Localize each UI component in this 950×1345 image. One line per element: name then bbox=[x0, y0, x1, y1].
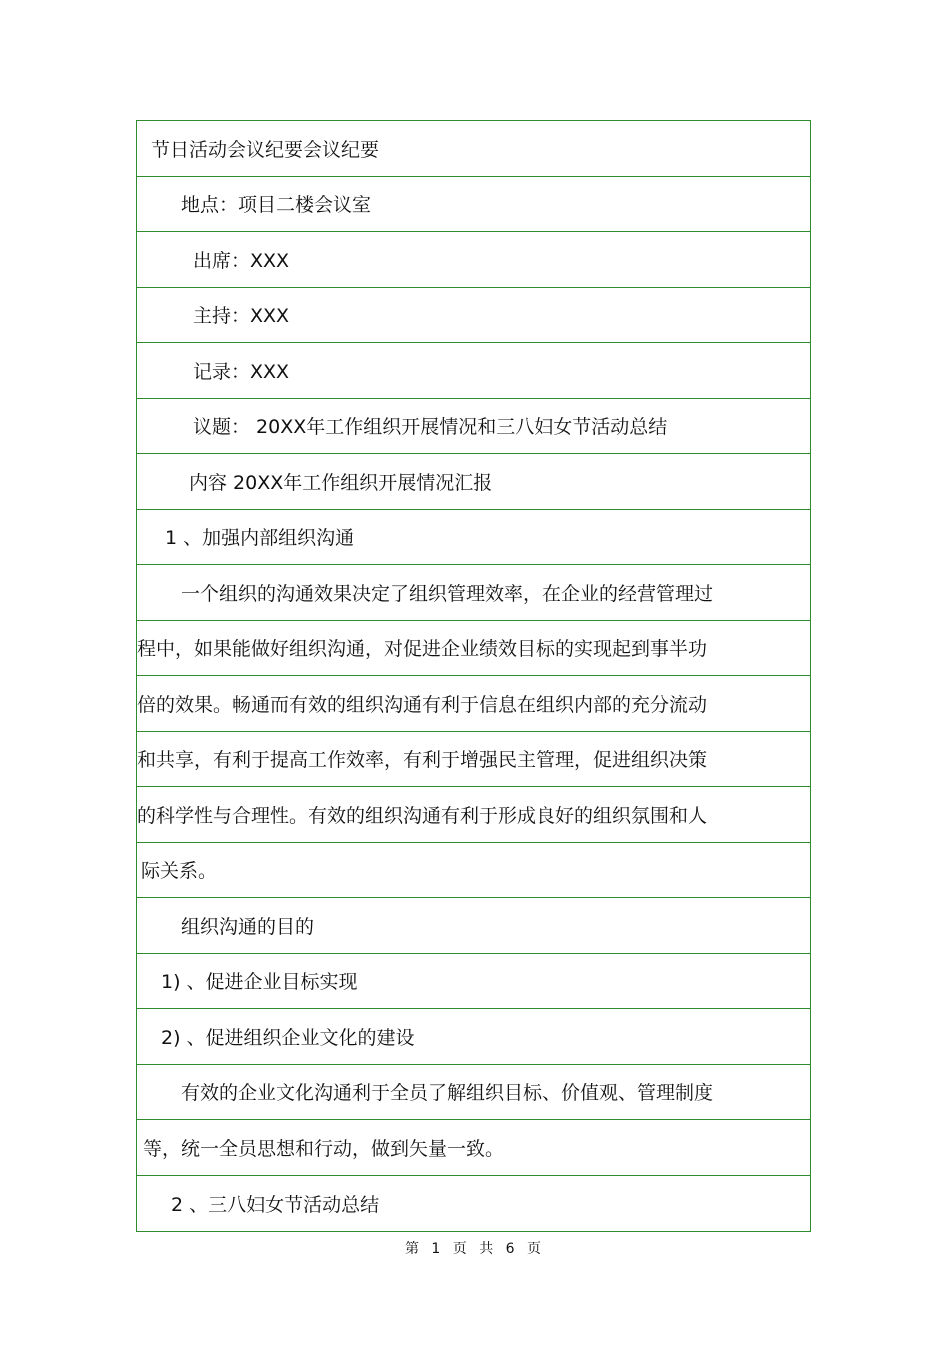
paragraph-line bbox=[137, 732, 810, 788]
document-title bbox=[137, 121, 810, 177]
list-item bbox=[137, 954, 810, 1010]
location-row bbox=[137, 177, 810, 233]
section-heading-text: 2 、三八妇女节活动总结 bbox=[171, 1193, 380, 1216]
page-number: 第 1 页 共 6 页 bbox=[404, 1241, 546, 1257]
title-text: 节日活动会议纪要会议纪要 bbox=[151, 138, 380, 161]
paragraph-line bbox=[137, 1120, 810, 1176]
paragraph-text: 际关系。 bbox=[141, 860, 218, 883]
subheading-row bbox=[137, 898, 810, 954]
paragraph-text: 倍的效果。畅通而有效的组织沟通有利于信息在组织内部的充分流动 bbox=[137, 693, 708, 716]
paragraph-line bbox=[137, 621, 810, 677]
list-item bbox=[137, 1009, 810, 1065]
recorder-text: 记录：XXX bbox=[193, 360, 290, 383]
recorder-row bbox=[137, 343, 810, 399]
location-text: 地点：项目二楼会议室 bbox=[181, 194, 372, 217]
section-heading-row bbox=[137, 510, 810, 566]
paragraph-line bbox=[137, 676, 810, 732]
attendees-row bbox=[137, 232, 810, 288]
paragraph-line bbox=[137, 565, 810, 621]
paragraph-text: 等，统一全员思想和行动，做到矢量一致。 bbox=[143, 1137, 505, 1160]
paragraph-text: 的科学性与合理性。有效的组织沟通有利于形成良好的组织氛围和人 bbox=[137, 804, 708, 827]
paragraph-line bbox=[137, 787, 810, 843]
list-item-text: 2) 、促进组织企业文化的建设 bbox=[161, 1026, 415, 1049]
section-heading-text: 1 、加强内部组织沟通 bbox=[165, 527, 355, 550]
list-item-text: 1) 、促进企业目标实现 bbox=[161, 971, 358, 994]
attendees-text: 出席：XXX bbox=[193, 249, 290, 272]
topic-text: 议题： 20XX年工作组织开展情况和三八妇女节活动总结 bbox=[193, 416, 668, 439]
paragraph-text: 程中，如果能做好组织沟通，对促进企业绩效目标的实现起到事半功 bbox=[137, 638, 708, 661]
host-text: 主持：XXX bbox=[193, 305, 290, 328]
paragraph-line bbox=[137, 1065, 810, 1121]
paragraph-line bbox=[137, 843, 810, 899]
minutes-table bbox=[136, 120, 811, 1232]
section-heading-row bbox=[137, 1176, 810, 1232]
content-heading-row bbox=[137, 454, 810, 510]
content-heading-text: 内容 20XX年工作组织开展情况汇报 bbox=[189, 471, 493, 494]
subheading-text: 组织沟通的目的 bbox=[181, 915, 315, 938]
topic-row bbox=[137, 399, 810, 455]
host-row bbox=[137, 288, 810, 344]
paragraph-text: 和共享，有利于提高工作效率，有利于增强民主管理，促进组织决策 bbox=[137, 749, 708, 772]
paragraph-text: 一个组织的沟通效果决定了组织管理效率，在企业的经营管理过 bbox=[181, 582, 714, 605]
paragraph-text: 有效的企业文化沟通利于全员了解组织目标、价值观、管理制度 bbox=[181, 1082, 714, 1105]
